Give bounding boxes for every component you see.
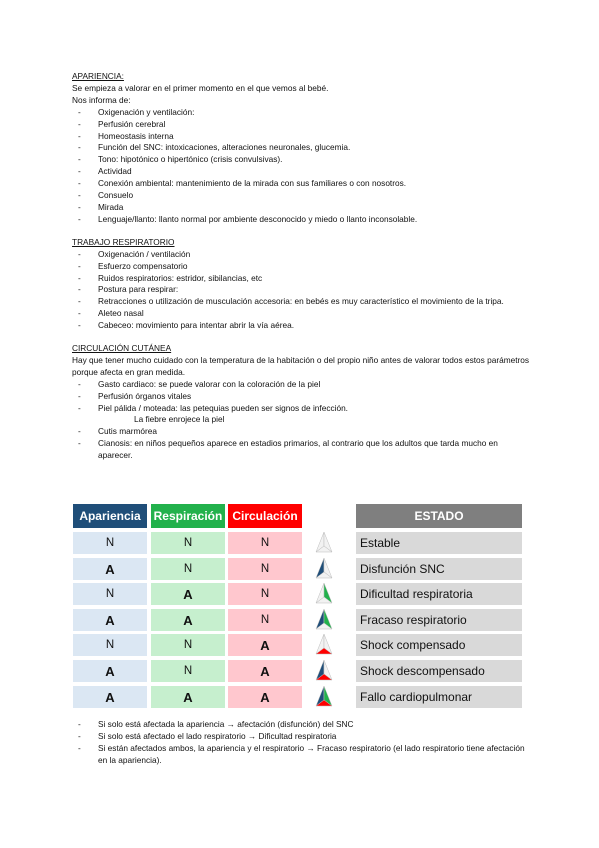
estado-cell: Estable bbox=[356, 532, 522, 554]
cell-respiracion: N bbox=[151, 660, 225, 682]
list-item: - Tono: hipotónico o hipertónico (crisis convulsivas). bbox=[72, 154, 532, 166]
cell-respiracion: A bbox=[151, 583, 225, 605]
estado-cell: Shock descompensado bbox=[356, 660, 522, 682]
cell-circulacion: A bbox=[228, 686, 302, 708]
estado-cell: Shock compensado bbox=[356, 634, 522, 656]
cell-apariencia: N bbox=[73, 583, 147, 605]
list-item: - Si están afectados ambos, la apariencia y el respiratorio → Fracaso respiratorio (el lado respiratorio tiene afectación en la apariencia). bbox=[72, 743, 532, 767]
cell-respiracion: A bbox=[151, 686, 225, 708]
list-item: - Función del SNC: intoxicaciones, alteraciones neuronales, glucemia. bbox=[72, 142, 532, 154]
list-item: - Cutis marmórea bbox=[72, 426, 532, 438]
cell-apariencia: A bbox=[73, 609, 147, 631]
cell-circulacion: N bbox=[228, 609, 302, 631]
list-item: - Piel pálida / moteada: las petequias pueden ser signos de infección. bbox=[72, 403, 532, 415]
cell-circulacion: A bbox=[228, 634, 302, 656]
list-item: - Perfusión cerebral bbox=[72, 119, 532, 131]
circulacion-heading: CIRCULACIÓN CUTÁNEA bbox=[72, 343, 172, 354]
cell-circulacion: N bbox=[228, 532, 302, 554]
list-item: - Postura para respirar: bbox=[72, 284, 532, 296]
apariencia-intro: Se empieza a valorar en el primer momento en el que vemos al bebé. bbox=[72, 82, 329, 93]
list-item: - Cianosis: en niños pequeños aparece en estadios primarios, al contrario que los adultos que tarda mucho en aparecer. bbox=[72, 438, 532, 462]
estado-cell: Disfunción SNC bbox=[356, 558, 522, 580]
list-item: - Retracciones o utilización de musculación accesoria: en bebés es muy característico el movimiento de la tripa. bbox=[72, 296, 532, 308]
list-item: - Actividad bbox=[72, 166, 532, 178]
list-item: - Aleteo nasal bbox=[72, 308, 532, 320]
estado-cell: Fracaso respiratorio bbox=[356, 609, 522, 631]
cell-apariencia: A bbox=[73, 558, 147, 580]
cell-apariencia: N bbox=[73, 532, 147, 554]
cell-circulacion: N bbox=[228, 558, 302, 580]
triangle-icon bbox=[313, 685, 335, 709]
apariencia-list bbox=[72, 107, 532, 226]
list-item: - Cabeceo: movimiento para intentar abrir la vía aérea. bbox=[72, 320, 532, 332]
triangle-icon bbox=[313, 531, 335, 555]
list-item: - Conexión ambiental: mantenimiento de la mirada con sus familiares o con nosotros. bbox=[72, 178, 532, 190]
cell-apariencia: A bbox=[73, 686, 147, 708]
list-item: - Mirada bbox=[72, 202, 532, 214]
header-estado: ESTADO bbox=[356, 504, 522, 528]
circulacion-list bbox=[72, 379, 532, 415]
list-item: - Gasto cardiaco: se puede valorar con la coloración de la piel bbox=[72, 379, 532, 391]
summary-notes bbox=[72, 719, 532, 767]
trabajo-heading: TRABAJO RESPIRATORIO bbox=[72, 236, 175, 247]
list-item: - Homeostasis interna bbox=[72, 131, 532, 143]
cell-circulacion: A bbox=[228, 660, 302, 682]
cell-respiracion: N bbox=[151, 558, 225, 580]
circulacion-intro: Hay que tener mucho cuidado con la temperatura de la habitación o del propio niño antes de valorar todos estos parámetros porque afecta en gran medida. bbox=[72, 354, 530, 377]
circulacion-list-2 bbox=[72, 426, 532, 462]
list-item: - Consuelo bbox=[72, 190, 532, 202]
list-item: - Perfusión órganos vitales bbox=[72, 391, 532, 403]
list-item: - Esfuerzo compensatorio bbox=[72, 261, 532, 273]
triangle-icon bbox=[313, 582, 335, 606]
summary-list bbox=[72, 719, 532, 767]
triangle-icon bbox=[313, 608, 335, 632]
cell-respiracion: N bbox=[151, 634, 225, 656]
triangle-icon bbox=[313, 633, 335, 657]
document-body bbox=[72, 71, 532, 462]
list-item: - Oxigenación / ventilación bbox=[72, 249, 532, 261]
cell-respiracion: N bbox=[151, 532, 225, 554]
list-item: - Si solo está afectada la apariencia → afectación (disfunción) del SNC bbox=[72, 719, 532, 731]
header-apariencia: Apariencia bbox=[73, 504, 147, 528]
list-item: - Lenguaje/llanto: llanto normal por ambiente desconocido y miedo o llanto inconsolable. bbox=[72, 214, 532, 226]
list-item: - Si solo está afectado el lado respiratorio → Dificultad respiratoria bbox=[72, 731, 532, 743]
trabajo-list bbox=[72, 249, 532, 332]
header-respiracion: Respiración bbox=[151, 504, 225, 528]
estado-cell: Dificultad respiratoria bbox=[356, 583, 522, 605]
apariencia-intro-2: Nos informa de: bbox=[72, 94, 131, 105]
header-circulacion: Circulación bbox=[228, 504, 302, 528]
cell-apariencia: A bbox=[73, 660, 147, 682]
circulacion-subnote: La fiebre enrojece la piel bbox=[134, 414, 225, 425]
cell-apariencia: N bbox=[73, 634, 147, 656]
list-item: - Ruidos respiratorios: estridor, sibilancias, etc bbox=[72, 273, 532, 285]
list-item: - Oxigenación y ventilación: bbox=[72, 107, 532, 119]
cell-circulacion: N bbox=[228, 583, 302, 605]
estado-cell: Fallo cardiopulmonar bbox=[356, 686, 522, 708]
triangle-icon bbox=[313, 557, 335, 581]
apariencia-heading: APARIENCIA: bbox=[72, 71, 124, 81]
cell-respiracion: A bbox=[151, 609, 225, 631]
triangle-icon bbox=[313, 659, 335, 683]
